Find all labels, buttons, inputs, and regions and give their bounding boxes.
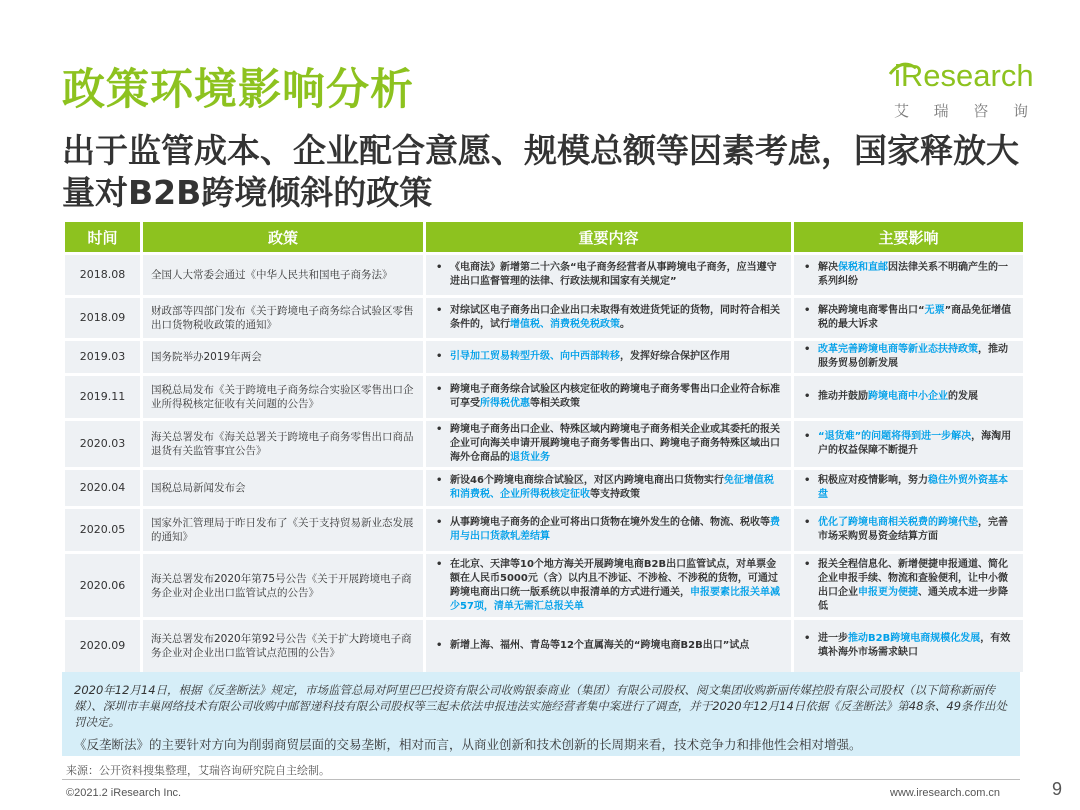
cell-content <box>426 620 791 672</box>
body-text: 推动并鼓励 <box>818 391 868 402</box>
highlight-text: 改革完善跨境电商等新业态扶持政策 <box>818 344 978 355</box>
bullet-marker: • <box>436 517 443 528</box>
table-header-row <box>65 222 1023 252</box>
page-title: 政策环境影响分析 <box>62 65 414 115</box>
body-text: 解决跨境电商零售出口“ <box>818 305 925 316</box>
cell-policy: 海关总署发布2020年第75号公告《关于开展跨境电子商务企业对企业出口监管试点的公告》 <box>143 554 423 617</box>
header-impact: 主要影响 <box>794 222 1023 252</box>
cell-time: 2020.04 <box>65 470 140 506</box>
body-text: 因法律关系不明确产生的一系列纠纷 <box>818 262 1008 287</box>
logo-char: 咨 <box>973 102 989 120</box>
highlight-text: 推动B2B跨境电商规模化发展 <box>848 633 981 644</box>
policy-table <box>62 219 1026 675</box>
bullet-marker: • <box>436 262 443 273</box>
cell-content <box>426 298 791 338</box>
cell-policy: 国税总局发布《关于跨境电子商务综合实验区零售出口企业所得税核定征收有关问题的公告》 <box>143 376 423 418</box>
table-header <box>65 222 1023 252</box>
body-text: 报关全程信息化、新增便捷申报通道、简化企业申报手续、物流和查验便利，让中小微出口企业 <box>818 558 1008 598</box>
cell-time: 2020.09 <box>65 620 140 672</box>
note-line-1: 2020年12月14日，根据《反垄断法》规定，市场监管总局对阿里巴巴投资有限公司收购银泰商业（集团）有限公司股权、阅文集团收购新丽传媒控股有限公司股权（以下简称新丽传媒）、深圳市丰巢网络技术有限公司收购中邮智递科技有限公司股权等三起未依法申报违法实施经营者集中案进行了调查，并于2020年12月14日依据《反垄断法》第48条、49条作出处罚决定。 <box>74 683 1008 729</box>
bullet-marker: • <box>804 633 811 644</box>
highlight-text: 稳住外贸外资基本盘 <box>818 475 1008 500</box>
content-text <box>450 558 783 614</box>
impact-text <box>818 430 1015 458</box>
body-text: 等相关政策 <box>530 398 580 409</box>
highlight-text: “退货难” <box>818 431 862 442</box>
cell-impact <box>794 421 1023 467</box>
impact-text <box>818 516 1015 544</box>
content-text <box>450 350 730 364</box>
page-number: 9 <box>1052 779 1063 799</box>
header-time: 时间 <box>65 222 140 252</box>
highlight-text: 费用与出口货款轧差结算 <box>450 517 780 542</box>
cell-time: 2018.09 <box>65 298 140 338</box>
table-row <box>65 470 1023 506</box>
header-content: 重要内容 <box>426 222 791 252</box>
bullet-marker: • <box>804 391 811 402</box>
table-row <box>65 421 1023 467</box>
copyright: ©2021.2 iResearch Inc. <box>66 787 182 799</box>
table-row <box>65 620 1023 672</box>
bullet-marker: • <box>804 475 811 486</box>
body-text: 从事跨境电子商务的企业可将出口货物在境外发生的仓储、物流、税收等 <box>450 517 770 528</box>
cell-policy: 全国人大常委会通过《中华人民共和国电子商务法》 <box>143 255 423 295</box>
content-text <box>450 304 783 332</box>
body-text: ，推动服务贸易创新发展 <box>818 344 1008 369</box>
highlight-text: 申报要素比报关单减少57项，清单无需汇总报关单 <box>450 586 780 612</box>
cell-impact <box>794 470 1023 506</box>
body-text: 解决 <box>818 262 838 273</box>
cell-time: 2020.05 <box>65 509 140 551</box>
cell-policy: 国家外汇管理局于昨日发布了《关于支持贸易新业态发展的通知》 <box>143 509 423 551</box>
iresearch-logo <box>880 56 1034 128</box>
logo-char: 艾 <box>894 102 910 120</box>
highlight-text: 跨境电商中小企业 <box>868 391 948 402</box>
cell-impact <box>794 554 1023 617</box>
bullet-marker: • <box>804 305 811 316</box>
website: www.iresearch.com.cn <box>890 787 1001 799</box>
bullet-marker: • <box>436 424 443 435</box>
body-text: ，海淘用户的权益保障不断提升 <box>818 431 1012 456</box>
cell-impact <box>794 298 1023 338</box>
cell-content <box>426 255 791 295</box>
cell-policy: 国税总局新闻发布会 <box>143 470 423 506</box>
cell-content <box>426 509 791 551</box>
impact-text <box>818 558 1015 614</box>
page-subtitle: 出于监管成本、企业配合意愿、规模总额等因素考虑，国家释放大量对B2B跨境倾斜的政策 <box>62 131 1019 212</box>
body-text: 等支持政策 <box>590 489 640 500</box>
bullet-marker: • <box>436 384 443 395</box>
body-text: 。 <box>620 319 630 330</box>
body-text: 新设46个跨境电商综合试验区，对区内跨境电商出口货物实行 <box>450 475 724 486</box>
cell-policy: 海关总署发布《海关总署关于跨境电子商务零售出口商品退货有关监管事宜公告》 <box>143 421 423 467</box>
source-note: 来源：公开资料搜集整理，艾瑞咨询研究院自主绘制。 <box>66 764 330 777</box>
cell-policy: 财政部等四部门发布《关于跨境电子商务综合试验区零售出口货物税收政策的通知》 <box>143 298 423 338</box>
content-text <box>450 383 783 411</box>
bullet-marker: • <box>436 475 443 486</box>
table-row <box>65 298 1023 338</box>
highlight-text: 优化了跨境电商相关税费的跨境代垫 <box>818 517 978 528</box>
cell-time: 2018.08 <box>65 255 140 295</box>
highlight-text: 增值税、消费税免税政策 <box>510 319 620 330</box>
body-text: 的发展 <box>948 391 978 402</box>
logo-char: 询 <box>1012 102 1028 120</box>
bullet-marker: • <box>804 431 811 442</box>
body-text: 跨境电子商务综合试验区内核定征收的跨境电子商务零售出口企业符合标准可享受 <box>450 384 780 409</box>
impact-text <box>818 390 978 404</box>
highlight-text: 所得税优惠 <box>480 398 530 409</box>
antitrust-note <box>62 672 1020 756</box>
content-text <box>450 516 783 544</box>
cell-content <box>426 376 791 418</box>
cell-content <box>426 421 791 467</box>
table-row <box>65 554 1023 617</box>
bullet-marker: • <box>804 344 811 355</box>
impact-text <box>818 632 1015 660</box>
body-text: ”商品免征增值税的最大诉求 <box>818 305 1012 330</box>
cell-time: 2019.11 <box>65 376 140 418</box>
cell-impact <box>794 509 1023 551</box>
body-text: ，完善市场采购贸易资金结算方面 <box>818 517 1008 542</box>
cell-time: 2019.03 <box>65 341 140 373</box>
cell-time: 2020.03 <box>65 421 140 467</box>
body-text: 、通关成本进一步降低 <box>818 586 1008 612</box>
impact-text <box>818 304 1015 332</box>
table-body <box>65 255 1023 672</box>
bullet-marker: • <box>436 640 443 651</box>
footer-divider <box>62 779 1020 780</box>
highlight-text: 无票 <box>924 305 945 316</box>
cell-content <box>426 341 791 373</box>
highlight-text: 免征增值税和消费税、企业所得税核定征收 <box>450 475 774 500</box>
cell-policy: 海关总署发布2020年第92号公告《关于扩大跨境电子商务企业对企业出口监管试点范围的公告》 <box>143 620 423 672</box>
cell-time: 2020.06 <box>65 554 140 617</box>
body-text: 在北京、天津等10个地方海关开展跨境电商B2B出口监管试点，对单票金额在人民币5000元（含）以内且不涉证、不涉检、不涉税的货物，可通过跨境电商出口统一版系统以申报清单的方式进行通关， <box>450 558 778 598</box>
body-text: 积极应对疫情影响，努力 <box>818 475 928 486</box>
content-text <box>450 423 783 465</box>
body-text: 跨境电子商务出口企业、特殊区域内跨境电子商务相关企业或其委托的报关企业可向海关申请开展跨境电子商务零售出口、跨境电子商务特殊区域出口海外仓商品的 <box>450 424 780 463</box>
table-row <box>65 255 1023 295</box>
impact-text <box>818 343 1015 371</box>
bullet-marker: • <box>436 305 443 316</box>
note-line-2: 《反垄断法》的主要针对方向为削弱商贸层面的交易垄断，相对而言，从商业创新和技术创新的长周期来看，技术竞争力和排他性会相对增强。 <box>74 737 862 752</box>
content-text <box>450 474 783 502</box>
content-text <box>450 639 749 653</box>
logo-char: 瑞 <box>933 102 949 120</box>
cell-impact <box>794 341 1023 373</box>
body-text: ，发挥好综合保护区作用 <box>620 351 730 362</box>
bullet-marker: • <box>436 558 443 570</box>
body-text: 对综试区电子商务出口企业出口未取得有效进货凭证的货物，同时符合相关条件的，试行 <box>450 305 780 330</box>
bullet-marker: • <box>804 517 811 528</box>
highlight-text: 引导加工贸易转型升级、向中西部转移 <box>450 351 620 362</box>
table-row <box>65 341 1023 373</box>
bullet-marker: • <box>804 262 811 273</box>
highlight-text: 退货业务 <box>510 452 550 463</box>
highlight-text: 的问题将得到进一步解决 <box>861 431 972 442</box>
table-row <box>65 376 1023 418</box>
cell-policy: 国务院举办2019年两会 <box>143 341 423 373</box>
impact-text <box>818 474 1015 502</box>
cell-impact <box>794 620 1023 672</box>
logo-chinese-name <box>894 100 1028 121</box>
body-text: 新增上海、福州、青岛等12个直属海关的“跨境电商B2B出口”试点 <box>450 640 750 651</box>
cell-impact <box>794 376 1023 418</box>
body-text: 《电商法》新增第二十六条“电子商务经营者从事跨境电子商务，应当遵守进出口监督管理的法律、行政法规和国家有关规定” <box>450 262 777 287</box>
bullet-marker: • <box>436 351 443 362</box>
highlight-text: 保税和直邮 <box>838 262 888 273</box>
bullet-marker: • <box>804 558 811 570</box>
highlight-text: 申报更为便捷 <box>858 586 918 598</box>
table-row <box>65 509 1023 551</box>
content-text <box>450 261 783 289</box>
impact-text <box>818 261 1015 289</box>
cell-content <box>426 554 791 617</box>
body-text: 进一步 <box>818 633 848 644</box>
cell-impact <box>794 255 1023 295</box>
header-policy: 政策 <box>143 222 423 252</box>
logo-wordmark: iResearch <box>894 58 1034 93</box>
body-text: ，有效填补海外市场需求缺口 <box>818 633 1011 658</box>
cell-content <box>426 470 791 506</box>
